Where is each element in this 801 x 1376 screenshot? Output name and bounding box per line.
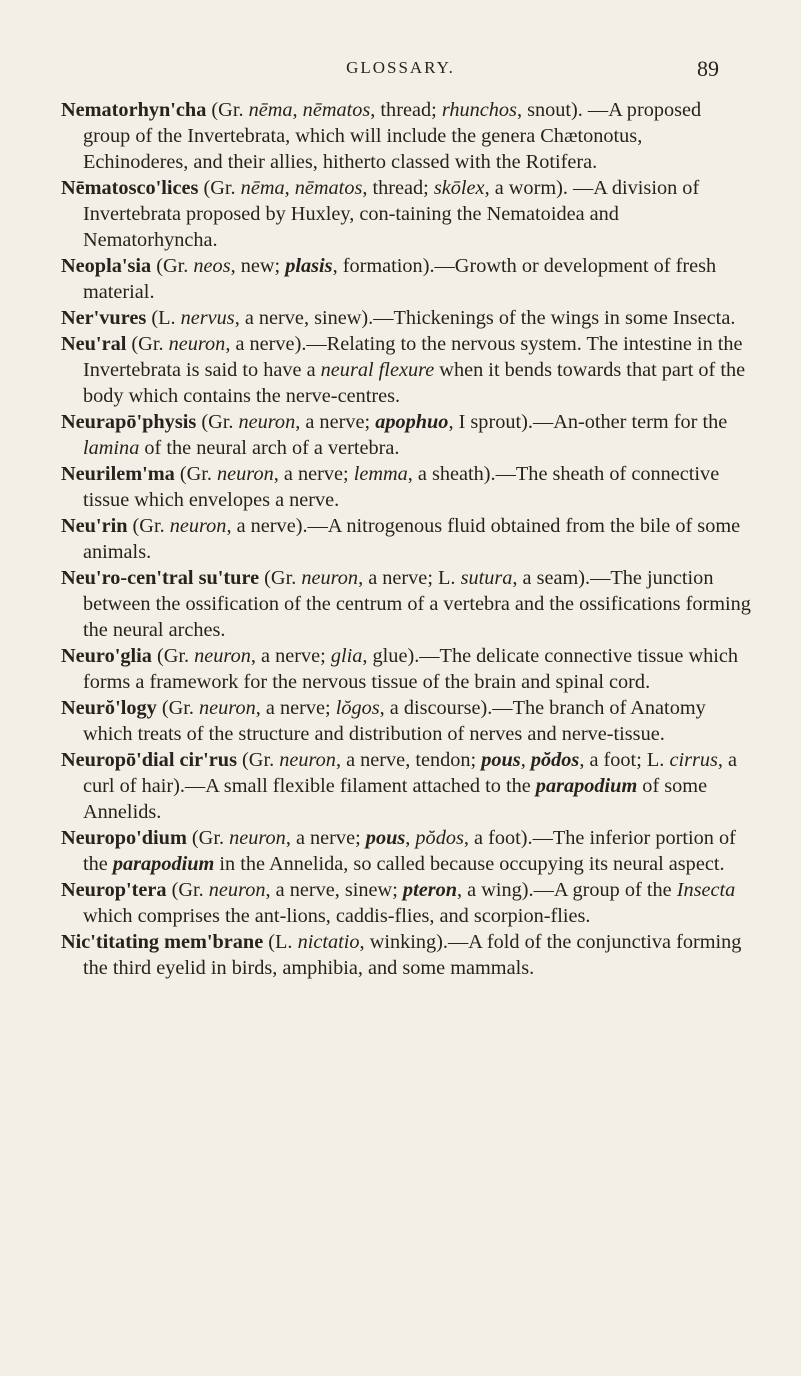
entry-headword: Nēmatosco'lices <box>61 177 199 199</box>
entry-text: lŏgos <box>335 697 380 719</box>
entry-text: (Gr. <box>196 411 239 433</box>
entry-text: (L. <box>146 307 181 329</box>
entry-headword: Neuropō'dial cir'rus <box>61 749 237 771</box>
entry-text: (Gr. <box>198 177 241 199</box>
entry-text: lemma <box>353 463 408 485</box>
entry-text: , <box>292 99 303 121</box>
entry-text: nēmatos <box>294 177 363 199</box>
entry-text: neuron <box>194 645 251 667</box>
entry-text: which comprises the ant-lions, caddis-flies, and scorpion-flies. <box>83 905 591 927</box>
entry-text: , I sprout).—An-other term for the <box>448 411 728 433</box>
glossary-entry <box>61 331 751 409</box>
entry-text: (Gr. <box>236 749 280 771</box>
entry-text: , a nerve; <box>295 411 376 433</box>
entry-text: , thread; <box>362 177 434 199</box>
entry-text: , a worm). —A division of Invertebrata proposed by Huxley, con-taining the Nematoidea and Nematorhyncha. <box>83 177 700 251</box>
entry-text: , a foot; L. <box>579 749 670 771</box>
entry-text: (Gr. <box>156 697 200 719</box>
entry-headword: Neu'ral <box>61 333 127 355</box>
entry-text: , a nerve, sinew; <box>265 879 403 901</box>
entry-text: (Gr. <box>166 879 209 901</box>
entry-text: of some Annelids. <box>83 775 708 823</box>
entry-text: (Gr. <box>259 567 302 589</box>
entry-text: , a wing).—A group of the <box>457 879 677 901</box>
entry-text: , a curl of hair).—A small flexible filament attached to the <box>83 749 738 797</box>
entry-text: of the neural arch of a vertebra. <box>139 437 400 459</box>
entry-text: , a seam).—The junction between the ossification of the centrum of a vertebra and the ossifications forming the neural arches. <box>83 567 751 641</box>
glossary-entry <box>61 877 751 929</box>
entry-text: neuron <box>168 333 226 355</box>
entry-text: nēmatos <box>302 99 371 121</box>
entry-headword: Neu'rin <box>61 515 128 537</box>
entry-text: , a nerve, tendon; <box>335 749 482 771</box>
entry-text: neuron <box>199 697 256 719</box>
entry-headword: Neuropo'dium <box>61 827 187 849</box>
entry-text: , snout). —A proposed group of the Invertebrata, which will include the genera Chætonotus, Echinoderes, and their allies, hitherto classed with the Rotifera. <box>83 99 702 173</box>
entry-text: sutura <box>460 567 513 589</box>
entry-text: skōlex <box>433 177 485 199</box>
glossary-entry <box>61 253 751 305</box>
entry-text: pŏdos <box>415 827 464 849</box>
entry-text: nictatio <box>297 931 360 953</box>
entry-headword: Neopla'sia <box>61 255 152 277</box>
entry-text: , <box>405 827 416 849</box>
entry-text: pous <box>481 749 521 771</box>
entry-headword: Neurop'tera <box>61 879 167 901</box>
entry-text: , a discourse).—The branch of Anatomy which treats of the structure and distribution of nerves and nerve-tissue. <box>83 697 706 745</box>
entry-headword: Neurapō'physis <box>61 411 197 433</box>
entry-text: , thread; <box>370 99 442 121</box>
glossary-entries <box>61 97 751 981</box>
glossary-entry <box>61 643 751 695</box>
glossary-entry <box>61 175 751 253</box>
entry-text: apophuo <box>375 411 449 433</box>
glossary-entry <box>61 409 751 461</box>
glossary-entry <box>61 825 751 877</box>
entry-text: , a nerve; <box>273 463 354 485</box>
glossary-entry <box>61 97 751 175</box>
entry-text: neuron <box>217 463 274 485</box>
entry-text: , <box>520 749 531 771</box>
entry-text: pous <box>365 827 406 849</box>
entry-text: neuron <box>279 749 336 771</box>
entry-text: (Gr. <box>186 827 230 849</box>
entry-text: (Gr. <box>151 645 195 667</box>
entry-text: (Gr. <box>151 255 194 277</box>
glossary-entry <box>61 929 751 981</box>
entry-headword: Neurilem'ma <box>61 463 175 485</box>
entry-text: in the Annelida, so called because occupying its neural aspect. <box>214 853 725 875</box>
entry-text: plasis <box>285 255 333 277</box>
entry-text: parapodium <box>535 775 638 797</box>
entry-headword: Neu'ro-cen'tral su'ture <box>61 567 260 589</box>
entry-text: neos <box>193 255 231 277</box>
entry-text: (Gr. <box>174 463 218 485</box>
entry-text: (Gr. <box>127 515 170 537</box>
entry-headword: Ner'vures <box>61 307 147 329</box>
entry-text: , new; <box>230 255 286 277</box>
entry-text: nervus <box>180 307 235 329</box>
glossary-entry <box>61 513 751 565</box>
entry-text: (L. <box>263 931 298 953</box>
entry-text: neuron <box>238 411 296 433</box>
entry-text: neuron <box>301 567 359 589</box>
entry-text: neuron <box>169 515 227 537</box>
entry-text: , a nerve).—A nitrogenous fluid obtained from the bile of some animals. <box>83 515 741 563</box>
running-head-title: GLOSSARY. <box>346 58 455 77</box>
entry-text: neuron <box>229 827 286 849</box>
entry-headword: Neuro'glia <box>61 645 152 667</box>
entry-text: (Gr. <box>206 99 249 121</box>
glossary-entry <box>61 305 751 331</box>
glossary-entry <box>61 461 751 513</box>
entry-text: , glue).—The delicate connective tissue which forms a framework for the nervous tissue of the brain and spinal cord. <box>83 645 739 693</box>
entry-text: , a nerve; L. <box>358 567 461 589</box>
entry-text: , winking).—A fold of the conjunctiva forming the third eyelid in birds, amphibia, and some mammals. <box>83 931 742 979</box>
entry-text: glia <box>330 645 363 667</box>
entry-text: , a nerve; <box>255 697 336 719</box>
entry-text: nēma <box>240 177 285 199</box>
entry-text: lamina <box>83 437 140 459</box>
entry-text: rhunchos <box>441 99 517 121</box>
entry-text: pteron <box>402 879 458 901</box>
entry-text: neuron <box>208 879 266 901</box>
glossary-entry <box>61 565 751 643</box>
entry-text: , formation).—Growth or development of fresh material. <box>83 255 717 303</box>
entry-text: nēma <box>248 99 293 121</box>
glossary-entry <box>61 747 751 825</box>
entry-headword: Nic'titating mem'brane <box>61 931 264 953</box>
entry-text: neural flexure <box>320 359 435 381</box>
page-number: 89 <box>697 56 719 81</box>
glossary-entry <box>61 695 751 747</box>
entry-text: pŏdos <box>530 749 580 771</box>
entry-text: , a nerve).—Relating to the nervous system. The intestine in the Invertebrata is said to have a <box>83 333 743 381</box>
entry-text: , a nerve; <box>285 827 366 849</box>
entry-text: Insecta <box>676 879 736 901</box>
entry-headword: Nematorhyn'cha <box>61 99 207 121</box>
entry-text: (Gr. <box>126 333 169 355</box>
entry-text: , a sheath).—The sheath of connective tissue which envelopes a nerve. <box>83 463 720 511</box>
entry-text: cirrus <box>669 749 718 771</box>
entry-text: parapodium <box>112 853 215 875</box>
entry-headword: Neurŏ'logy <box>61 697 157 719</box>
entry-text: when it bends towards that part of the body which contains the nerve-centres. <box>83 359 746 407</box>
entry-text: , a nerve; <box>250 645 331 667</box>
entry-text: , <box>284 177 295 199</box>
entry-text: , a nerve, sinew).—Thickenings of the wings in some Insecta. <box>234 307 736 329</box>
entry-text: , a foot).—The inferior portion of the <box>83 827 736 875</box>
running-head <box>60 58 741 88</box>
